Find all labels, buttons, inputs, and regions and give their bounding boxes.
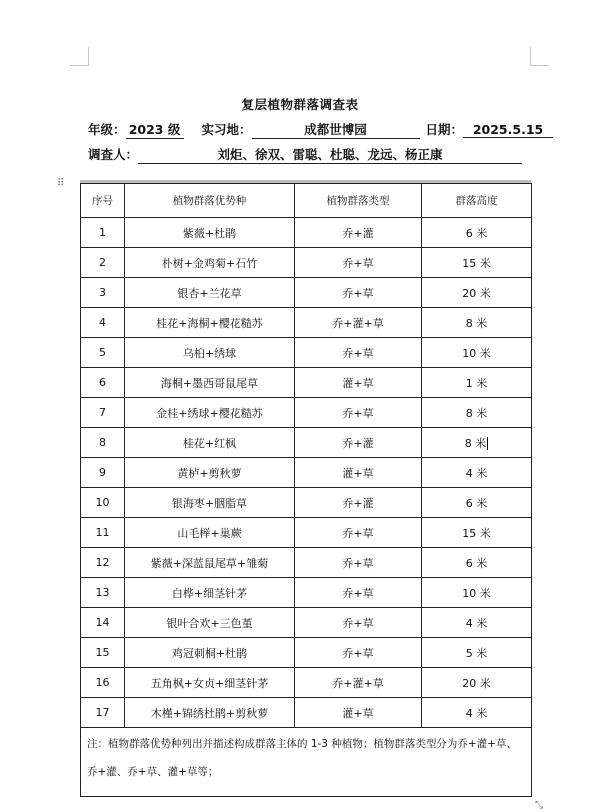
text-cursor — [487, 437, 488, 450]
cell-dominant-species[interactable]: 朴树+金鸡菊+石竹 — [125, 248, 295, 278]
cell-index[interactable]: 12 — [81, 548, 125, 578]
site-value[interactable]: 成都世博园 — [252, 120, 420, 139]
table-row — [81, 368, 532, 398]
grade-value[interactable]: 2023 级 — [126, 120, 184, 139]
table-row — [81, 248, 532, 278]
header-community-type[interactable]: 植物群落类型 — [295, 184, 422, 218]
table-row — [81, 308, 532, 338]
cell-community-height[interactable]: 4 米 — [422, 458, 532, 488]
cell-community-type[interactable]: 乔+草 — [295, 608, 422, 638]
date-value[interactable]: 2025.5.15 — [463, 122, 553, 138]
cell-community-height[interactable]: 4 米 — [422, 698, 532, 728]
date-label[interactable]: 日期： — [425, 122, 464, 137]
cell-community-type[interactable]: 乔+草 — [295, 578, 422, 608]
cell-dominant-species[interactable]: 桂花+红枫 — [125, 428, 295, 458]
table-row — [81, 548, 532, 578]
cell-community-type[interactable]: 乔+草 — [295, 548, 422, 578]
cell-community-type[interactable]: 乔+草 — [295, 338, 422, 368]
table-row — [81, 578, 532, 608]
crop-mark-top-left — [70, 47, 89, 66]
table-row — [81, 428, 532, 458]
crop-mark-top-right — [530, 47, 549, 66]
investigators-value[interactable]: 刘炬、徐双、雷聪、杜聪、龙远、杨正康 — [138, 145, 522, 164]
cell-community-height[interactable]: 15 米 — [422, 248, 532, 278]
cell-community-height[interactable]: 4 米 — [422, 608, 532, 638]
table-row — [81, 218, 532, 248]
cell-community-type[interactable]: 乔+灌 — [295, 488, 422, 518]
cell-index[interactable]: 8 — [81, 428, 125, 458]
cell-dominant-species[interactable]: 五角枫+女贞+细茎针茅 — [125, 668, 295, 698]
cell-community-type[interactable]: 乔+草 — [295, 398, 422, 428]
table-row — [81, 338, 532, 368]
site-label[interactable]: 实习地： — [201, 122, 252, 137]
cell-community-type[interactable]: 乔+灌+草 — [295, 668, 422, 698]
table-note[interactable]: 注：植物群落优势种列出并描述构成群落主体的 1-3 种植物；植物群落类型分为乔+灌+草、乔+灌、乔+草、灌+草等； — [81, 728, 532, 797]
cell-index[interactable]: 16 — [81, 668, 125, 698]
cell-index[interactable]: 1 — [81, 218, 125, 248]
cell-community-type[interactable]: 灌+草 — [295, 698, 422, 728]
cell-community-height[interactable]: 15 米 — [422, 518, 532, 548]
table-row — [81, 278, 532, 308]
header-index[interactable]: 序号 — [81, 184, 125, 218]
grade-label[interactable]: 年级： — [88, 122, 126, 137]
cell-community-type[interactable]: 乔+草 — [295, 518, 422, 548]
cell-index[interactable]: 9 — [81, 458, 125, 488]
cell-index[interactable]: 5 — [81, 338, 125, 368]
table-row — [81, 518, 532, 548]
cell-community-height[interactable]: 20 米 — [422, 668, 532, 698]
cell-dominant-species[interactable]: 黄栌+剪秋萝 — [125, 458, 295, 488]
survey-table — [80, 183, 532, 797]
cell-community-height[interactable]: 10 米 — [422, 338, 532, 368]
cell-index[interactable]: 6 — [81, 368, 125, 398]
cell-index[interactable]: 3 — [81, 278, 125, 308]
info-row-grade-site-date — [88, 120, 553, 139]
table-move-handle-icon[interactable]: ⠿ — [57, 178, 64, 189]
table-header-row — [81, 184, 532, 218]
cell-dominant-species[interactable]: 木槿+锦绣杜鹃+剪秋萝 — [125, 698, 295, 728]
table-row — [81, 458, 532, 488]
cell-dominant-species[interactable]: 鸡冠刺桐+杜鹃 — [125, 638, 295, 668]
table-row — [81, 398, 532, 428]
cell-community-height[interactable]: 6 米 — [422, 218, 532, 248]
cell-community-height[interactable]: 10 米 — [422, 578, 532, 608]
cell-community-type[interactable]: 乔+灌+草 — [295, 308, 422, 338]
cell-index[interactable]: 11 — [81, 518, 125, 548]
table-body — [81, 218, 532, 728]
cell-community-height[interactable]: 8 米 — [422, 308, 532, 338]
cell-community-height[interactable]: 5 米 — [422, 638, 532, 668]
cell-community-type[interactable]: 灌+草 — [295, 368, 422, 398]
cell-index[interactable]: 17 — [81, 698, 125, 728]
cell-community-type[interactable]: 乔+草 — [295, 278, 422, 308]
cell-community-height[interactable]: 8 米 — [422, 428, 532, 458]
cell-dominant-species[interactable]: 银杏+兰花草 — [125, 278, 295, 308]
table-resize-handle-icon[interactable]: ⤡ — [535, 800, 543, 811]
cell-community-height[interactable]: 6 米 — [422, 548, 532, 578]
cell-index[interactable]: 4 — [81, 308, 125, 338]
cell-dominant-species[interactable]: 海桐+墨西哥鼠尾草 — [125, 368, 295, 398]
cell-index[interactable]: 7 — [81, 398, 125, 428]
cell-dominant-species[interactable]: 乌桕+绣球 — [125, 338, 295, 368]
investigators-label[interactable]: 调查人： — [88, 147, 139, 162]
cell-community-type[interactable]: 乔+草 — [295, 638, 422, 668]
cell-community-height[interactable]: 6 米 — [422, 488, 532, 518]
note-row — [81, 728, 532, 797]
cell-community-height[interactable]: 8 米 — [422, 398, 532, 428]
cell-index[interactable]: 10 — [81, 488, 125, 518]
cell-community-type[interactable]: 乔+草 — [295, 248, 422, 278]
cell-dominant-species[interactable]: 桂花+海桐+樱花糙苏 — [125, 308, 295, 338]
table-row — [81, 608, 532, 638]
cell-dominant-species[interactable]: 白桦+细茎针茅 — [125, 578, 295, 608]
cell-index[interactable]: 15 — [81, 638, 125, 668]
cell-index[interactable]: 2 — [81, 248, 125, 278]
cell-community-height[interactable]: 1 米 — [422, 368, 532, 398]
document-title[interactable]: 复层植物群落调查表 — [241, 97, 359, 112]
info-row-investigators — [88, 145, 522, 164]
cell-dominant-species[interactable]: 金桂+绣球+樱花糙苏 — [125, 398, 295, 428]
table-row — [81, 638, 532, 668]
cell-community-type[interactable]: 灌+草 — [295, 458, 422, 488]
cell-index[interactable]: 13 — [81, 578, 125, 608]
cell-dominant-species[interactable]: 银叶合欢+三色堇 — [125, 608, 295, 638]
cell-dominant-species[interactable]: 紫薇+深蓝鼠尾草+雏菊 — [125, 548, 295, 578]
cell-community-type[interactable]: 乔+灌 — [295, 218, 422, 248]
table-row — [81, 488, 532, 518]
cell-community-height[interactable]: 20 米 — [422, 278, 532, 308]
cell-dominant-species[interactable]: 紫薇+杜鹃 — [125, 218, 295, 248]
header-dominant-species[interactable]: 植物群落优势种 — [125, 184, 295, 218]
cell-dominant-species[interactable]: 银海枣+胭脂草 — [125, 488, 295, 518]
cell-index[interactable]: 14 — [81, 608, 125, 638]
cell-community-type[interactable]: 乔+灌 — [295, 428, 422, 458]
table-row — [81, 698, 532, 728]
table-row — [81, 668, 532, 698]
cell-dominant-species[interactable]: 山毛榉+巢蕨 — [125, 518, 295, 548]
header-community-height[interactable]: 群落高度 — [422, 184, 532, 218]
